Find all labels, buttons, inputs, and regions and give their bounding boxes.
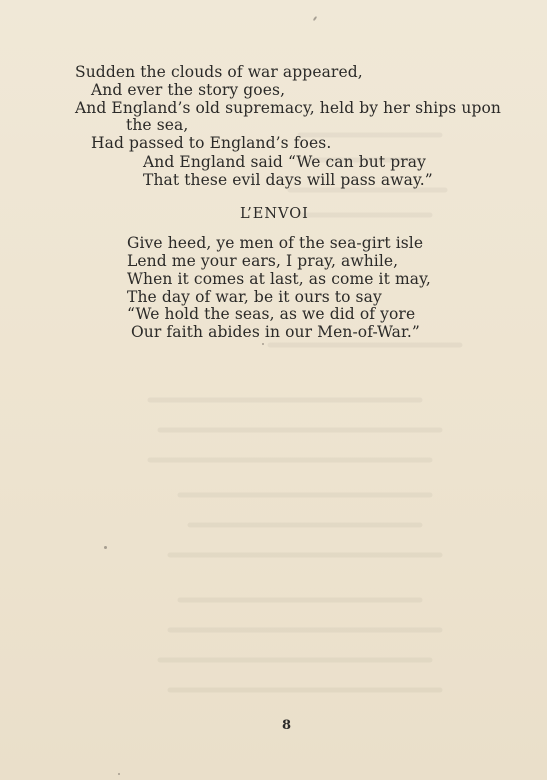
poem-line: Lend me your ears, I pray, awhile,	[127, 252, 399, 270]
poem-line: And ever the story goes,	[91, 81, 286, 99]
poem-line: And England’s old supremacy, held by her ships upon	[75, 99, 501, 117]
poem-line: And England said “We can but pray	[143, 153, 426, 171]
poem-line: Our faith abides in our Men-of-War.”	[131, 323, 420, 341]
poem-line: That these evil days will pass away.”	[143, 171, 433, 189]
paper-speck	[118, 773, 120, 775]
poem-line: When it comes at last, as come it may,	[127, 270, 431, 288]
section-heading: L’ENVOI	[240, 206, 309, 222]
poem-line: The day of war, be it ours to say	[127, 288, 382, 306]
page-number: 8	[282, 718, 292, 733]
poem-line: Had passed to England’s foes.	[91, 134, 332, 152]
poem-line: Give heed, ye men of the sea-girt isle	[127, 234, 424, 252]
poem-line: Sudden the clouds of war appeared,	[75, 63, 363, 81]
paper-speck	[262, 343, 264, 345]
paper-speck	[104, 546, 107, 549]
poem-line: “We hold the seas, as we did of yore	[127, 305, 416, 323]
poem-line: the sea,	[126, 116, 189, 134]
paper-speck	[313, 16, 318, 21]
